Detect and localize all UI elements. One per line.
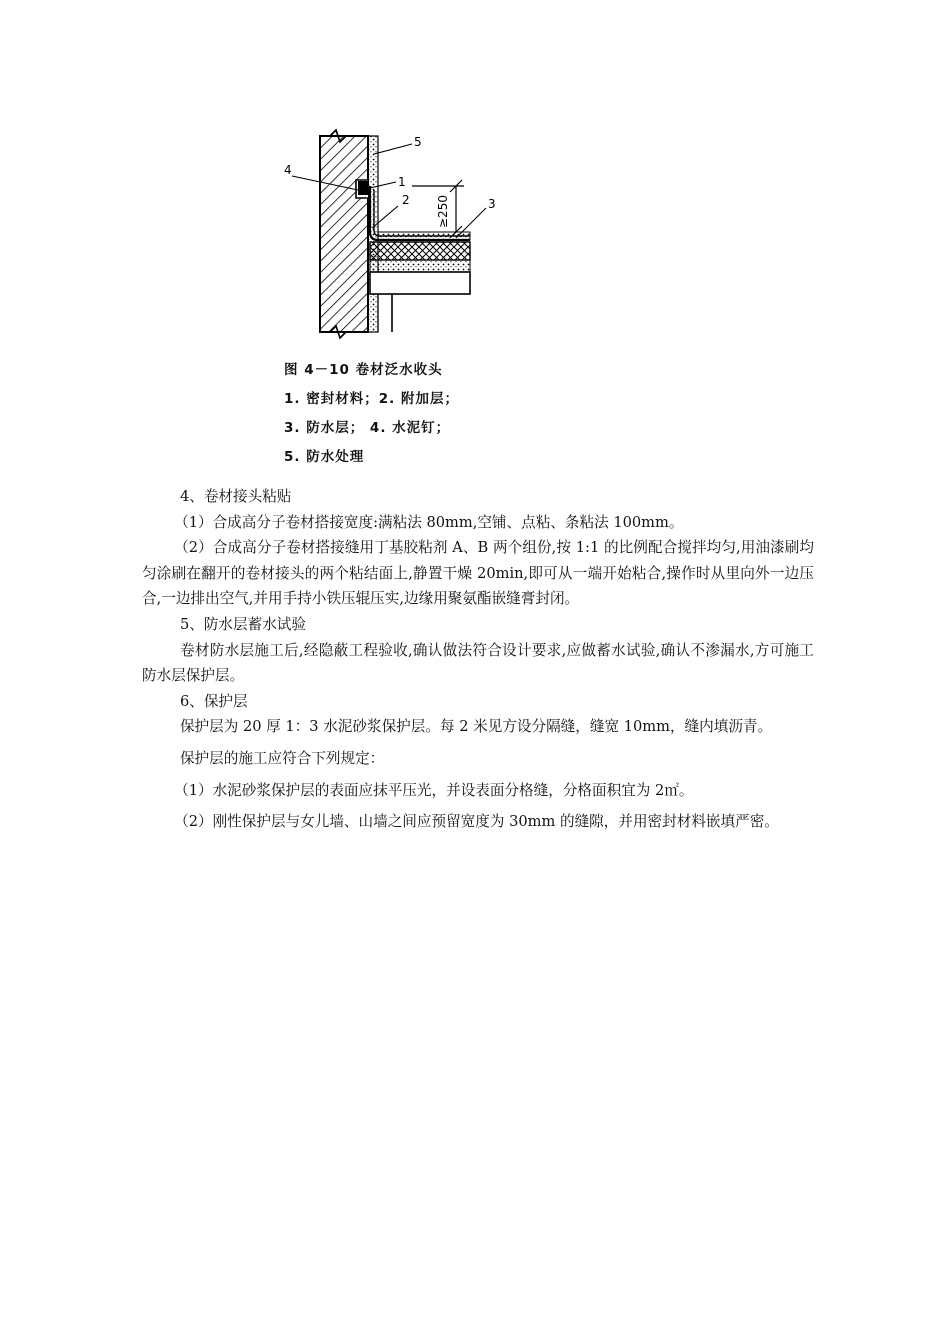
caption-title: 图 4－10 卷材泛水收头: [284, 362, 443, 378]
roof-slab: [370, 272, 470, 294]
paragraph: （2）合成高分子卷材搭接缝用丁基胶粘剂 A、B 两个组份,按 1:1 的比例配合搅拌均匀,用油漆刷均匀涂刷在翻开的卷材接头的两个粘结面上,静置干燥 20min,即可从一端开始粘合,操作时从里向外一边压合,一边排出空气,并用手持小铁压辊压实,边缘用聚氨酯嵌缝膏封闭。: [142, 539, 814, 608]
caption-line: 3. 防水层； 4. 水泥钉；: [284, 420, 451, 436]
sealant: [358, 181, 368, 195]
label-2: 2: [402, 193, 410, 207]
label-3: 3: [488, 197, 496, 211]
paragraph: （1）水泥砂浆保护层的表面应抹平压光，并设表面分格缝，分格面积宜为 2㎡。: [174, 781, 694, 799]
flashing-detail-figure: [272, 128, 512, 350]
paragraph: （1）合成高分子卷材搭接宽度:满粘法 80mm,空铺、点粘、条粘法 100mm。: [174, 513, 684, 531]
label-1: 1: [398, 175, 406, 189]
caption-line: 5. 防水处理: [284, 449, 365, 465]
section-heading: 6、保护层: [179, 692, 248, 710]
figure-caption: [284, 356, 459, 472]
section-heading: 5、防水层蓄水试验: [179, 615, 306, 633]
paragraph: （2）刚性保护层与女儿墙、山墙之间应预留宽度为 30mm 的缝隙，并用密封材料嵌填严密。: [174, 813, 779, 831]
flashing-diagram: [272, 128, 512, 350]
insulation-layer: [370, 242, 470, 260]
paragraph: 卷材防水层施工后,经隐蔽工程验收,确认做法符合设计要求,应做蓄水试验,确认不渗漏水,方可施工防水层保护层。: [142, 641, 814, 685]
label-4: 4: [284, 163, 292, 177]
parapet-wall: [320, 136, 368, 332]
section-heading: 4、卷材接头粘贴: [179, 488, 292, 505]
protective-layer: [378, 232, 470, 240]
dimension-label: ≥250: [436, 195, 450, 228]
caption-line: 1. 密封材料；2. 附加层；: [284, 391, 459, 407]
paragraph: 保护层为 20 厚 1：3 水泥砂浆保护层。每 2 米见方设分隔缝，缝宽 10mm，缝内填沥青。: [179, 718, 773, 736]
label-5: 5: [414, 135, 422, 149]
screed-layer: [370, 260, 470, 272]
paragraph: 保护层的施工应符合下列规定：: [179, 749, 385, 767]
document-body: [142, 484, 814, 835]
